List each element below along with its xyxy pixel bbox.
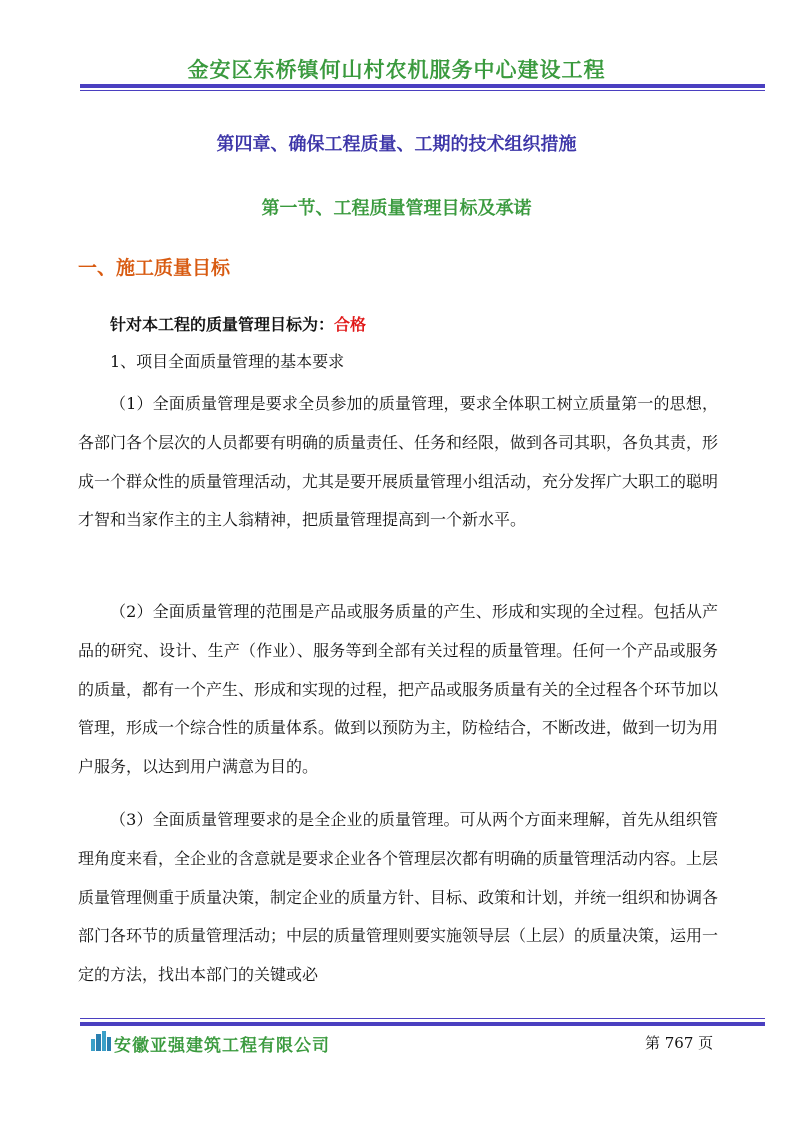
header-rule-thin bbox=[80, 90, 765, 91]
building-logo-icon bbox=[90, 1031, 112, 1051]
page-number: 第 767 页 bbox=[645, 1034, 714, 1052]
heading-quality-goal: 一、施工质量目标 bbox=[78, 257, 231, 279]
header-title: 金安区东桥镇何山村农机服务中心建设工程 bbox=[187, 58, 606, 82]
footer-rule-thin bbox=[80, 1018, 765, 1019]
paragraph-2: （2）全面质量管理的范围是产品或服务质量的产生、形成和实现的全过程。包括从产品的研究、设计、生产（作业）、服务等到全部有关过程的质量管理。任何一个产品或服务的质量，都有一个产生、形成和实现的过程，把产品或服务质量有关的全过程各个环节加以管理，形成一个综合性的质量体系。做到以预防为主，防检结合，不断改进，做到一切为用户服务，以达到用户满意为目的。 bbox=[78, 602, 719, 777]
footer-rule-thick bbox=[80, 1022, 765, 1026]
section-title: 第一节、工程质量管理目标及承诺 bbox=[261, 198, 532, 219]
subheading: 1、项目全面质量管理的基本要求 bbox=[110, 352, 345, 371]
quality-goal-line bbox=[110, 312, 366, 335]
company-name: 安徽亚强建筑工程有限公司 bbox=[114, 1036, 330, 1056]
paragraph-3: （3）全面质量管理要求的是全企业的质量管理。可从两个方面来理解，首先从组织管理角度来看，全企业的含意就是要求企业各个管理层次都有明确的质量管理活动内容。上层质量管理侧重于质量决策，制定企业的质量方针、目标、政策和计划，并统一组织和协调各部门各环节的质量管理活动；中层的质量管理则要实施领导层（上层）的质量决策，运用一定的方法，找出本部门的关键或必 bbox=[78, 810, 718, 985]
chapter-title: 第四章、确保工程质量、工期的技术组织措施 bbox=[216, 134, 577, 155]
goal-label: 针对本工程的质量管理目标为： bbox=[110, 315, 335, 334]
goal-value: 合格 bbox=[334, 315, 367, 334]
paragraph-1: （1）全面质量管理是要求全员参加的质量管理，要求全体职工树立质量第一的思想，各部门各个层次的人员都要有明确的质量责任、任务和经限，做到各司其职，各负其责，形成一个群众性的质量管理活动，尤其是要开展质量管理小组活动，充分发挥广大职工的聪明才智和当家作主的主人翁精神，把质量管理提高到一个新水平。 bbox=[78, 394, 719, 530]
header-rule-thick bbox=[80, 84, 765, 88]
